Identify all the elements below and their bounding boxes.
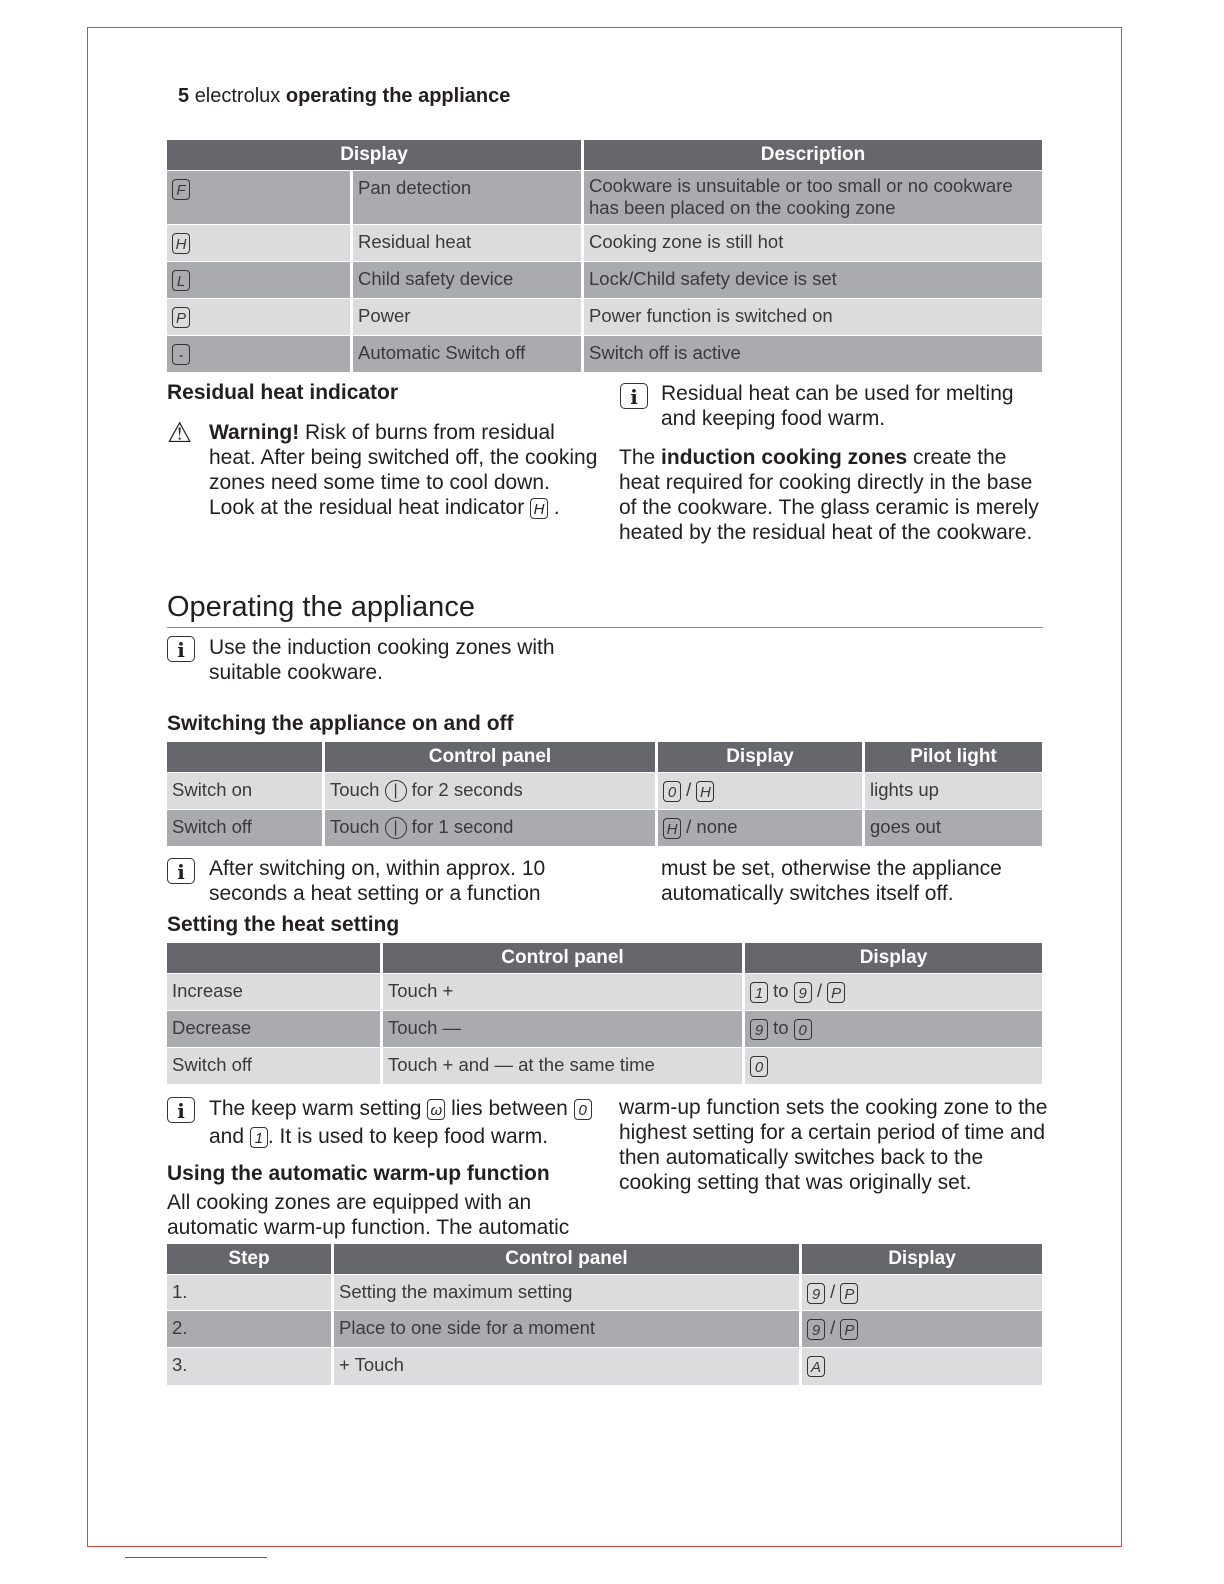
cell xyxy=(802,1275,1042,1310)
text: Touch xyxy=(330,779,380,800)
info-text xyxy=(209,1095,609,1151)
warmup-table xyxy=(164,1243,1045,1386)
text: / xyxy=(830,1317,836,1338)
cell: Touch + xyxy=(383,974,742,1010)
cell: 1. xyxy=(167,1275,331,1310)
column-header: Description xyxy=(584,140,1042,170)
display-symbol-icon: 1 xyxy=(250,1127,268,1148)
cell: Automatic Switch off xyxy=(353,336,581,372)
section-title: operating the appliance xyxy=(285,85,511,107)
cell: lights up xyxy=(865,773,1042,809)
cell: 3. xyxy=(167,1348,331,1385)
cell: Switch off xyxy=(167,1048,380,1084)
text: / none xyxy=(686,816,738,837)
text: Touch xyxy=(330,816,380,837)
display-symbol-icon: F xyxy=(172,179,190,200)
cell: + Touch xyxy=(334,1348,799,1385)
display-symbol-icon: H xyxy=(172,233,190,254)
text: lies between xyxy=(451,1097,568,1120)
warning-icon: ⚠ xyxy=(167,417,193,448)
display-symbol-icon: 0 xyxy=(574,1099,592,1120)
text: to xyxy=(773,980,789,1001)
text: / xyxy=(816,980,822,1001)
heat-setting-table xyxy=(164,942,1045,1085)
display-symbol-icon: P xyxy=(827,982,845,1003)
column-header: Control panel xyxy=(334,1244,799,1274)
section-heading: Setting the heat setting xyxy=(167,913,400,936)
footer-line xyxy=(125,1557,267,1558)
info-text: Residual heat can be used for melting and keeping food warm. xyxy=(661,382,1014,430)
cell: Touch + and — at the same time xyxy=(383,1048,742,1084)
info-text: Use the induction cooking zones with suitable cookware. xyxy=(209,636,555,684)
info-text: must be set, otherwise the appliance automatically switches itself off. xyxy=(661,857,1002,905)
text: to xyxy=(773,1017,789,1038)
display-symbol-icon: P xyxy=(840,1283,858,1304)
paragraph: warm-up function sets the cooking zone to the highest setting for a certain period of time and then automatically switches back to the cooking setting that was originally set. xyxy=(619,1096,1048,1194)
text: / xyxy=(830,1281,836,1302)
display-symbol-icon: 9 xyxy=(807,1283,825,1304)
cell: Cookware is unsuitable or too small or no cookware has been placed on the cooking zone xyxy=(584,171,1042,224)
column-header: Step xyxy=(167,1244,331,1274)
cell: Switch on xyxy=(167,773,322,809)
column-header: Display xyxy=(167,140,581,170)
info-icon: i xyxy=(620,383,648,409)
cell: Power function is switched on xyxy=(584,299,1042,335)
column-header: Display xyxy=(745,943,1042,973)
cell: Pan detection xyxy=(353,171,581,224)
brand: electrolux xyxy=(194,85,281,107)
display-symbol-icon: H xyxy=(530,498,548,519)
paragraph xyxy=(619,445,1049,545)
cell: Residual heat xyxy=(353,225,581,261)
cell: Power xyxy=(353,299,581,335)
column-header: Display xyxy=(658,742,862,772)
switching-table xyxy=(164,741,1045,847)
section-heading: Switching the appliance on and off xyxy=(167,712,514,735)
page-header xyxy=(178,85,510,108)
cell xyxy=(745,974,1042,1010)
cell: Switch off xyxy=(167,810,322,846)
info-icon: i xyxy=(167,858,195,884)
display-symbol-icon: P xyxy=(172,307,190,328)
cell: Touch — xyxy=(383,1011,742,1047)
cell: 2. xyxy=(167,1311,331,1347)
column-header xyxy=(167,742,322,772)
display-symbol-icon: H xyxy=(696,781,714,802)
display-symbol-icon: A xyxy=(807,1356,825,1377)
text: The keep warm setting xyxy=(209,1097,422,1120)
section-heading: Residual heat indicator xyxy=(167,381,399,404)
display-symbol-icon: 0 xyxy=(663,781,681,802)
display-symbols-table xyxy=(164,139,1045,373)
cell xyxy=(658,810,862,846)
display-symbol-icon: - xyxy=(172,344,190,365)
cell: Cooking zone is still hot xyxy=(584,225,1042,261)
paragraph: All cooking zones are equipped with an automatic warm-up function. The automatic xyxy=(167,1191,570,1239)
cell: goes out xyxy=(865,810,1042,846)
column-header: Control panel xyxy=(383,943,742,973)
divider xyxy=(167,627,1043,628)
cell xyxy=(745,1011,1042,1047)
display-symbol-icon: L xyxy=(172,270,190,291)
text: and xyxy=(209,1125,245,1148)
chapter-title: Operating the appliance xyxy=(167,591,475,623)
text: / xyxy=(686,779,692,800)
power-icon: | xyxy=(385,780,407,802)
cell xyxy=(802,1311,1042,1347)
column-header: Display xyxy=(802,1244,1042,1274)
text: for 1 second xyxy=(411,816,514,837)
text: . It is used to keep food warm. xyxy=(267,1125,549,1148)
cell xyxy=(745,1048,1042,1084)
cell xyxy=(658,773,862,809)
text: The xyxy=(619,446,662,469)
column-header: Control panel xyxy=(325,742,655,772)
cell: Decrease xyxy=(167,1011,380,1047)
cell: Increase xyxy=(167,974,380,1010)
display-symbol-icon: P xyxy=(840,1319,858,1340)
cell: Switch off is active xyxy=(584,336,1042,372)
cell: Place to one side for a moment xyxy=(334,1311,799,1347)
warning-body: Risk of burns from residual heat. After being switched off, the cooking zones need some time to cool down. Look at the residual heat indicator xyxy=(209,421,598,519)
cell xyxy=(325,773,655,809)
warning-label: Warning! xyxy=(209,421,300,444)
text: create the heat required for cooking directly in the base of the cookware. The glass ceramic is merely heated by the residual heat of the cookware. xyxy=(619,446,1039,544)
display-symbol-icon: 0 xyxy=(794,1019,812,1040)
cell xyxy=(325,810,655,846)
info-icon: i xyxy=(167,636,195,662)
column-header xyxy=(167,943,380,973)
warning-text: Warning! Risk of burns from residual heat. After being switched off, the cooking zones need some time to cool down. Look at the residual heat indicator H . xyxy=(209,421,598,519)
keep-warm-icon: ω xyxy=(427,1099,445,1120)
display-symbol-icon: H xyxy=(663,818,681,839)
display-symbol-icon: 9 xyxy=(794,982,812,1003)
page-number: 5 xyxy=(178,85,190,107)
power-icon: | xyxy=(385,817,407,839)
display-symbol-icon: 9 xyxy=(807,1319,825,1340)
text: for 2 seconds xyxy=(411,779,523,800)
column-header: Pilot light xyxy=(865,742,1042,772)
cell: Setting the maximum setting xyxy=(334,1275,799,1310)
info-text: After switching on, within approx. 10 seconds a heat setting or a function xyxy=(209,857,546,905)
display-symbol-icon: 0 xyxy=(750,1056,768,1077)
section-heading: Using the automatic warm-up function xyxy=(167,1162,550,1185)
cell xyxy=(802,1348,1042,1385)
cell: Lock/Child safety device is set xyxy=(584,262,1042,298)
display-symbol-icon: 1 xyxy=(750,982,768,1003)
text-bold: induction cooking zones xyxy=(661,446,908,469)
cell: Child safety device xyxy=(353,262,581,298)
display-symbol-icon: 9 xyxy=(750,1019,768,1040)
info-icon: i xyxy=(167,1097,195,1123)
